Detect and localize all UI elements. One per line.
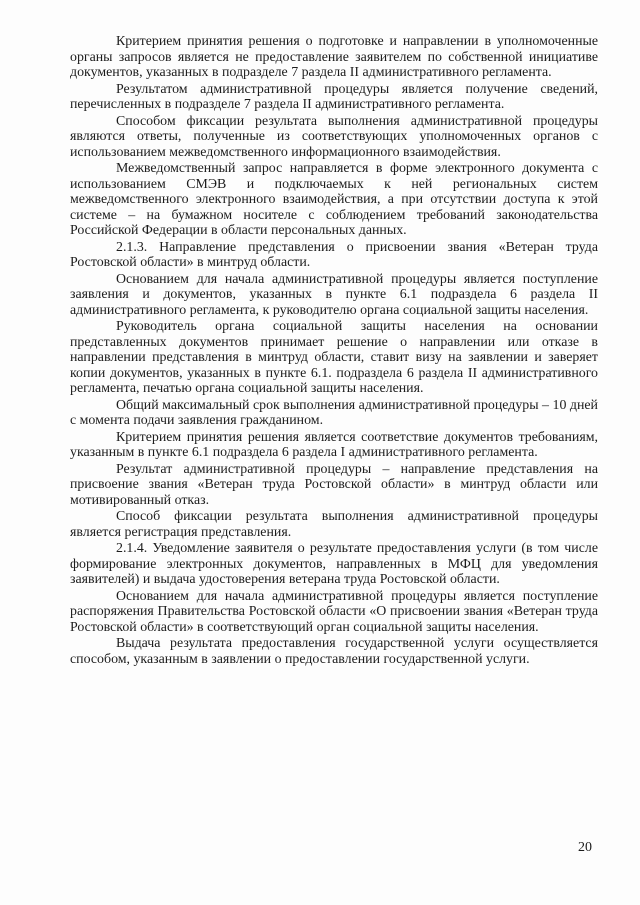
paragraph: Результатом административной процедуры является получение сведений, перечисленных в подразделе 7 раздела II административного регламента. xyxy=(70,81,598,112)
paragraph: Руководитель органа социальной защиты населения на основании представленных документов принимает решение о направлении или отказе в направлении представления в минтруд области, ставит визу на заявлении и заверяет копии документов, указанных в пункте 6.1. подраздела 6 раздела II административного регламента, печатью органа социальной защиты населения. xyxy=(70,319,598,396)
page-number: 20 xyxy=(578,840,592,855)
paragraph: Критерием принятия решения о подготовке и направлении в уполномоченные органы запросов является не предоставление заявителем по собственной инициативе документов, указанных в подразделе 7 раздела II административного регламента. xyxy=(70,34,598,80)
paragraph: Выдача результата предоставления государственной услуги осуществляется способом, указанным в заявлении о предоставлении государственной услуги. xyxy=(70,636,598,667)
paragraph: Основанием для начала административной процедуры является поступление распоряжения Правительства Ростовской области «О присвоении звания «Ветеран труда Ростовской области» в соответствующий орган социальной защиты населения. xyxy=(70,588,598,635)
body-text xyxy=(70,34,598,668)
paragraph: Результат административной процедуры – направление представления на присвоение звания «Ветеран труда Ростовской области» в минтруд области или мотивированный отказ. xyxy=(70,461,598,508)
section-heading-2-1-4: 2.1.4. Уведомление заявителя о результате предоставления услуги (в том числе формирование электронных документов, направленных в МФЦ для уведомления заявителей) и выдача удостоверения ветерана труда Ростовской области. xyxy=(70,541,598,587)
paragraph: Основанием для начала административной процедуры является поступление заявления и документов, указанных в пункте 6.1 подраздела 6 раздела II административного регламента, к руководителю органа социальной защиты населения. xyxy=(70,271,598,318)
paragraph: Способом фиксации результата выполнения административной процедуры являются ответы, полученные из соответствующих уполномоченных органов с использованием межведомственного информационного взаимодействия. xyxy=(70,113,598,160)
paragraph: Общий максимальный срок выполнения административной процедуры – 10 дней с момента подачи заявления гражданином. xyxy=(70,397,598,428)
paragraph: Межведомственный запрос направляется в форме электронного документа с использованием СМЭВ и подключаемых к ней региональных систем межведомственного электронного взаимодействия, а при отсутствии доступа к этой системе – на бумажном носителе с соблюдением требований законодательства Российской Федерации в области персональных данных. xyxy=(70,161,598,238)
section-heading-2-1-3: 2.1.3. Направление представления о присвоении звания «Ветеран труда Ростовской области» в минтруд области. xyxy=(70,239,598,270)
paragraph: Способ фиксации результата выполнения административной процедуры является регистрация представления. xyxy=(70,509,598,540)
paragraph: Критерием принятия решения является соответствие документов требованиям, указанным в пункте 6.1 подраздела 6 раздела I административного регламента. xyxy=(70,429,598,460)
